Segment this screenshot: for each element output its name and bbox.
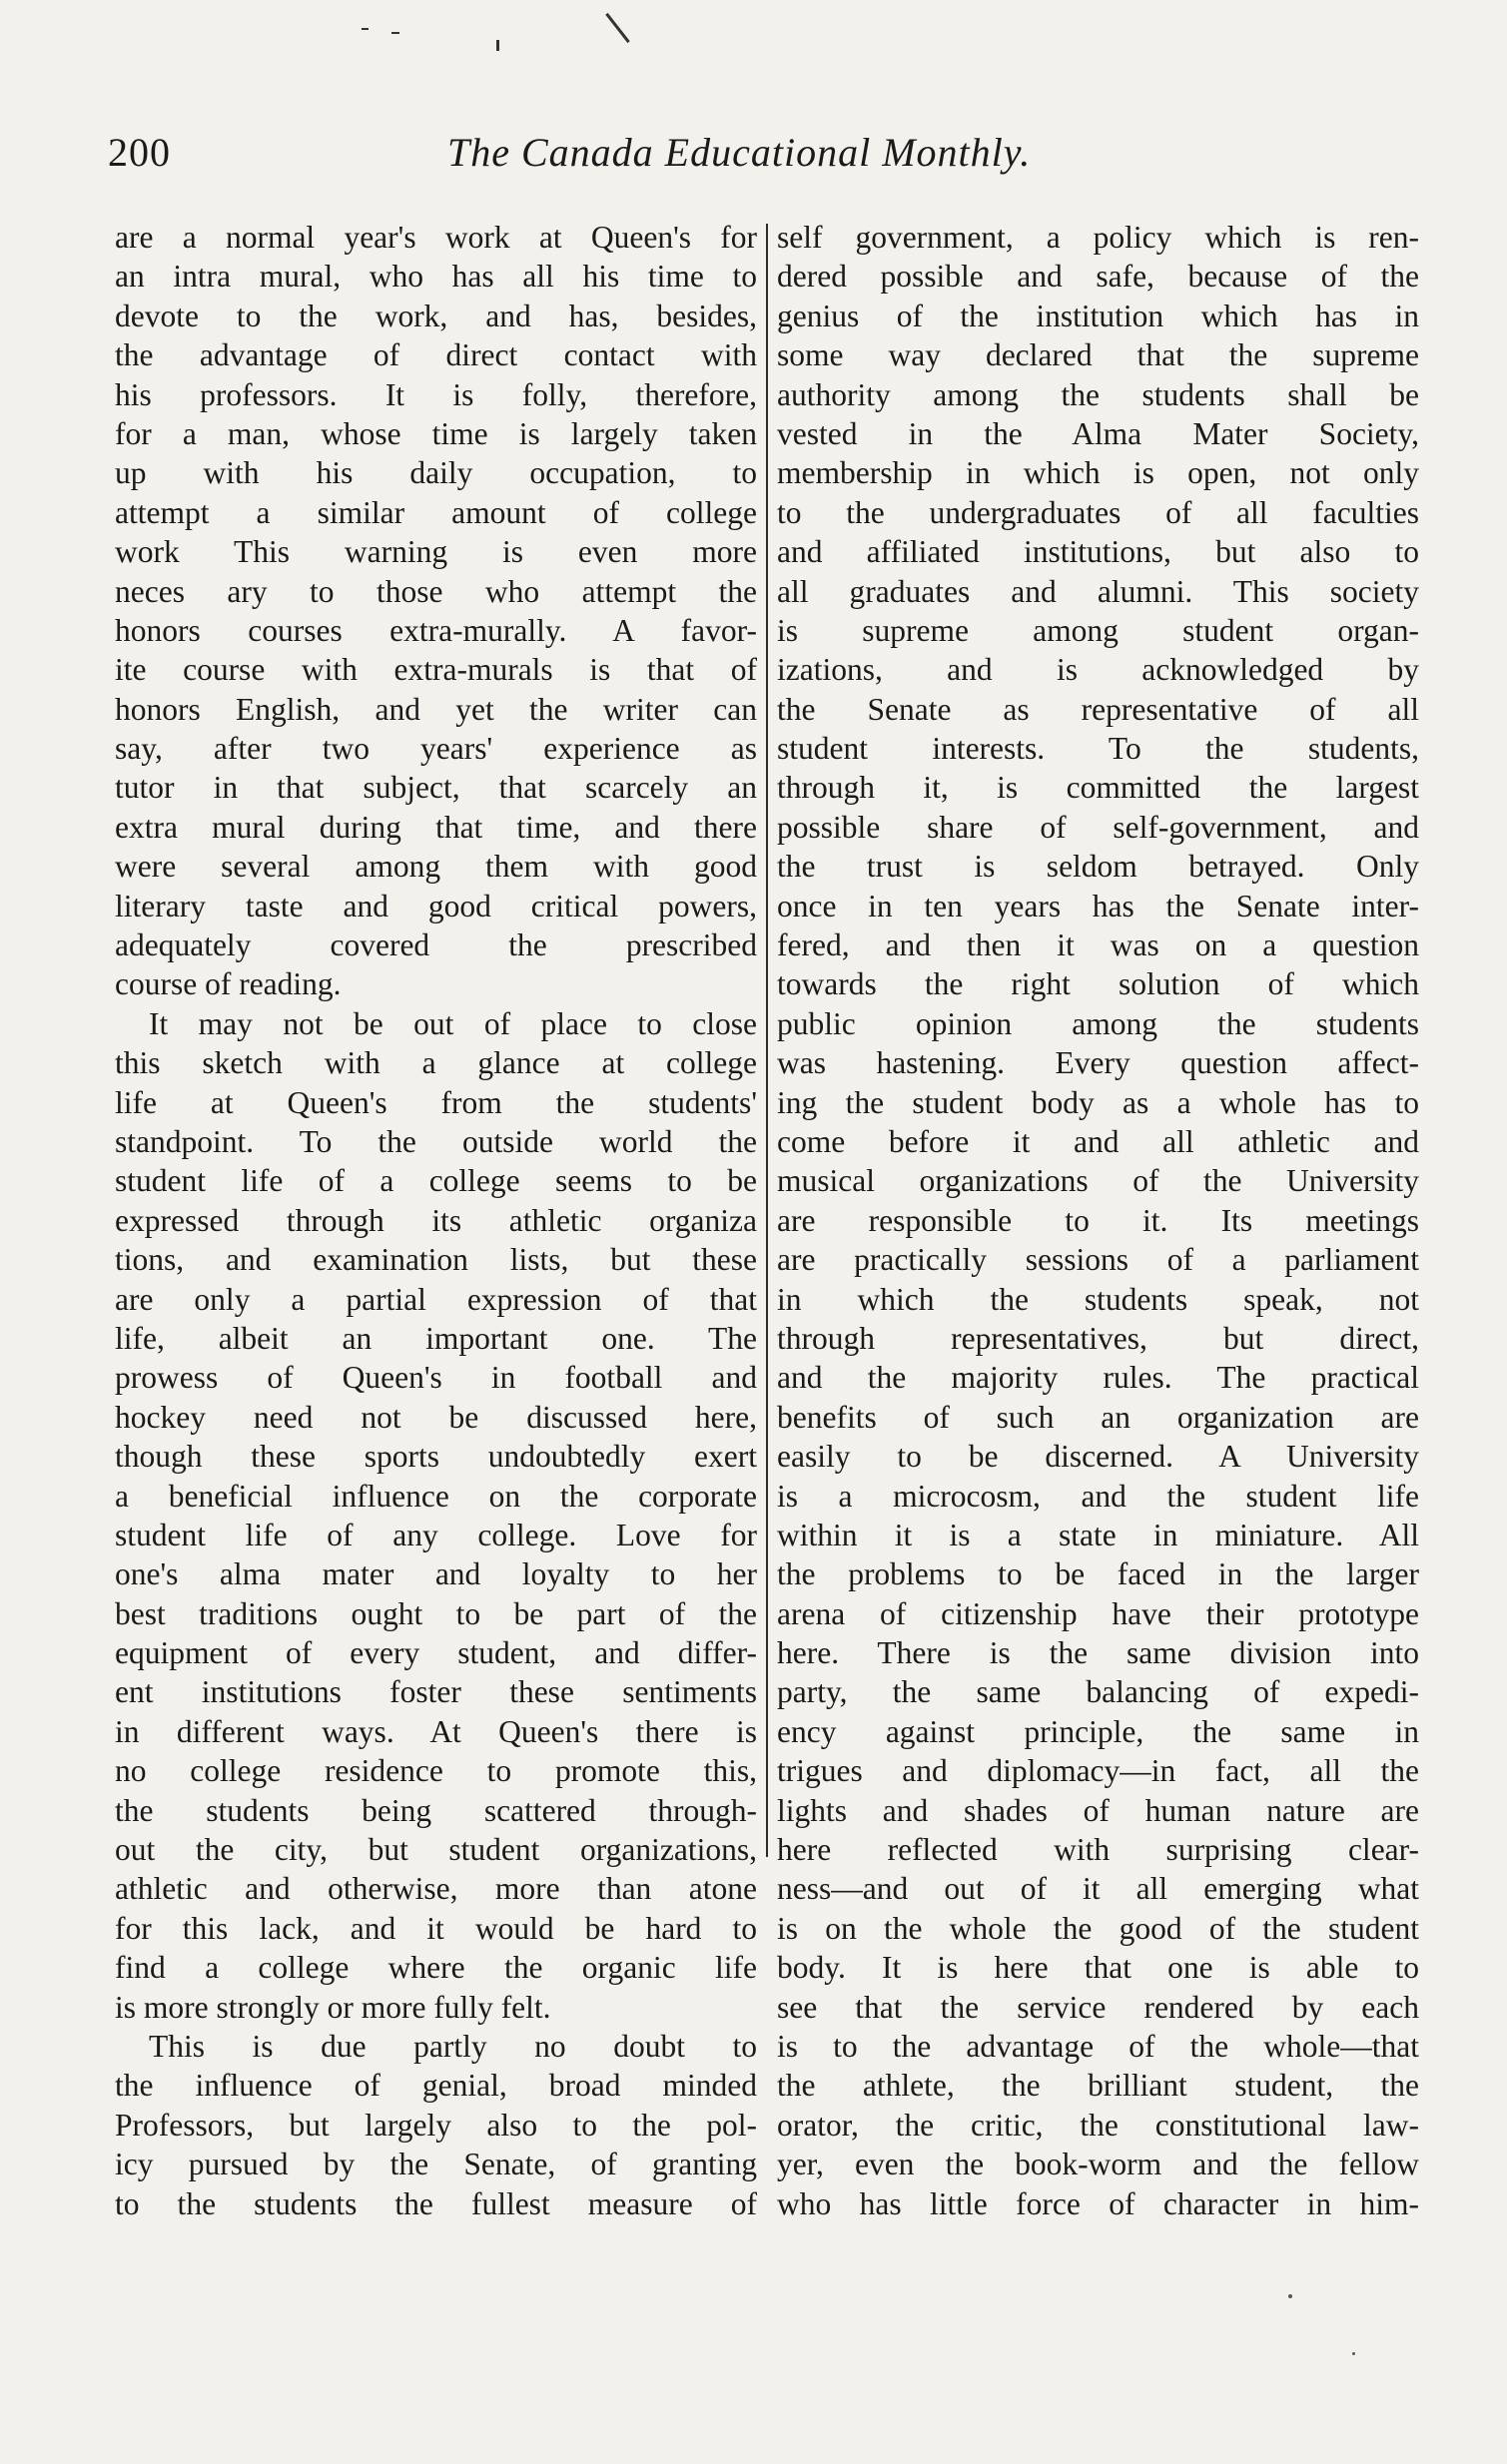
- text-line: This is due partly no doubt to: [149, 2028, 757, 2064]
- text-line: life at Queen's from the students': [115, 1084, 757, 1120]
- text-line: ent institutions foster these sentiments: [115, 1674, 757, 1710]
- text-line: standpoint. To the outside world the: [115, 1123, 757, 1159]
- text-line: see that the service rendered by each: [777, 1989, 1419, 2025]
- scan-speck: [391, 32, 399, 34]
- text-line: his professors. It is folly, therefore,: [115, 376, 757, 412]
- text-line: best traditions ought to be part of the: [115, 1595, 757, 1631]
- text-line: for this lack, and it would be hard to: [115, 1910, 757, 1946]
- text-line: yer, even the book-worm and the fellow: [777, 2147, 1419, 2182]
- scan-marks: [0, 0, 1507, 90]
- text-line: are only a partial expression of that: [115, 1281, 757, 1317]
- text-line: prowess of Queen's in football and: [115, 1360, 757, 1396]
- text-line: this sketch with a glance at college: [115, 1045, 757, 1081]
- text-line: genius of the institution which has in: [777, 298, 1419, 333]
- text-line: possible share of self-government, and: [777, 809, 1419, 845]
- text-line: the problems to be faced in the larger: [777, 1556, 1419, 1592]
- text-line: up with his daily occupation, to: [115, 455, 757, 491]
- text-line: find a college where the organic life: [115, 1950, 757, 1986]
- scan-speck: [1352, 2352, 1355, 2355]
- text-line: student life of any college. Love for: [115, 1517, 757, 1552]
- text-line: student interests. To the students,: [777, 731, 1419, 767]
- text-line: through representatives, but direct,: [777, 1320, 1419, 1356]
- text-line: is on the whole the good of the student: [777, 1910, 1419, 1946]
- text-line: literary taste and good critical powers,: [115, 888, 757, 924]
- running-header: [108, 128, 1107, 178]
- text-line: is more strongly or more fully felt.: [115, 1989, 551, 2025]
- text-line: and affiliated institutions, but also to: [777, 534, 1419, 570]
- text-line: once in ten years has the Senate inter-: [777, 888, 1419, 924]
- text-line: the advantage of direct contact with: [115, 337, 757, 373]
- text-line: here reflected with surprising clear-: [777, 1832, 1419, 1868]
- text-line: within it is a state in miniature. All: [777, 1517, 1419, 1552]
- text-line: equipment of every student, and differ-: [115, 1635, 757, 1671]
- text-line: public opinion among the students: [777, 1005, 1419, 1041]
- right-text-column: [777, 218, 1419, 2223]
- text-line: arena of citizenship have their prototype: [777, 1595, 1419, 1631]
- text-line: and the majority rules. The practical: [777, 1360, 1419, 1396]
- text-line: musical organizations of the University: [777, 1163, 1419, 1199]
- text-line: the trust is seldom betrayed. Only: [777, 849, 1419, 885]
- text-line: membership in which is open, not only: [777, 455, 1419, 491]
- text-line: to the undergraduates of all faculties: [777, 494, 1419, 530]
- text-line: adequately covered the prescribed: [115, 927, 757, 963]
- text-line: though these sports undoubtedly exert: [115, 1439, 757, 1475]
- running-title: The Canada Educational Monthly.: [447, 130, 1032, 175]
- text-line: It may not be out of place to close: [149, 1005, 757, 1041]
- text-line: Professors, but largely also to the pol-: [115, 2107, 757, 2143]
- text-line: authority among the students shall be: [777, 376, 1419, 412]
- text-line: through it, is committed the largest: [777, 770, 1419, 806]
- text-line: one's alma mater and loyalty to her: [115, 1556, 757, 1592]
- text-line: attempt a similar amount of college: [115, 494, 757, 530]
- text-line: party, the same balancing of expedi-: [777, 1674, 1419, 1710]
- text-line: no college residence to promote this,: [115, 1753, 757, 1789]
- text-line: a beneficial influence on the corporate: [115, 1478, 757, 1514]
- scan-speck: [1288, 2294, 1292, 2298]
- text-line: dered possible and safe, because of the: [777, 259, 1419, 295]
- text-line: extra mural during that time, and there: [115, 809, 757, 845]
- text-line: the influence of genial, broad minded: [115, 2068, 757, 2104]
- left-text-column: [115, 218, 757, 2223]
- text-line: honors English, and yet the writer can: [115, 691, 757, 727]
- text-line: are practically sessions of a parliament: [777, 1242, 1419, 1278]
- text-line: work This warning is even more: [115, 534, 757, 570]
- text-line: come before it and all athletic and: [777, 1123, 1419, 1159]
- text-line: ency against principle, the same in: [777, 1713, 1419, 1749]
- text-line: ite course with extra-murals is that of: [115, 652, 757, 688]
- text-line: was hastening. Every question affect-: [777, 1045, 1419, 1081]
- text-line: is to the advantage of the whole—that: [777, 2028, 1419, 2064]
- text-line: neces ary to those who attempt the: [115, 573, 757, 609]
- text-line: honors courses extra-murally. A favor-: [115, 612, 757, 648]
- text-line: to the students the fullest measure of: [115, 2185, 757, 2221]
- text-line: self government, a policy which is ren-: [777, 220, 1419, 255]
- text-line: trigues and diplomacy—in fact, all the: [777, 1753, 1419, 1789]
- text-line: who has little force of character in him-: [777, 2185, 1419, 2221]
- text-line: in different ways. At Queen's there is: [115, 1713, 757, 1749]
- text-line: ing the student body as a whole has to: [777, 1084, 1419, 1120]
- column-divider: [766, 224, 768, 1857]
- text-line: were several among them with good: [115, 849, 757, 885]
- text-line: say, after two years' experience as: [115, 731, 757, 767]
- text-line: are responsible to it. Its meetings: [777, 1202, 1419, 1238]
- text-line: is a microcosm, and the student life: [777, 1478, 1419, 1514]
- text-line: the athlete, the brilliant student, the: [777, 2068, 1419, 2104]
- text-line: out the city, but student organizations,: [115, 1832, 757, 1868]
- text-line: the students being scattered through-: [115, 1792, 757, 1828]
- scan-speck: [496, 40, 499, 51]
- text-line: for a man, whose time is largely taken: [115, 415, 757, 451]
- text-line: benefits of such an organization are: [777, 1399, 1419, 1435]
- text-line: expressed through its athletic organiza: [115, 1202, 757, 1238]
- text-line: body. It is here that one is able to: [777, 1950, 1419, 1986]
- text-line: are a normal year's work at Queen's for: [115, 220, 757, 255]
- text-line: orator, the critic, the constitutional law-: [777, 2107, 1419, 2143]
- scan-speck: [605, 13, 630, 43]
- page-number: 200: [108, 130, 171, 175]
- text-line: lights and shades of human nature are: [777, 1792, 1419, 1828]
- text-line: an intra mural, who has all his time to: [115, 259, 757, 295]
- text-line: easily to be discerned. A University: [777, 1439, 1419, 1475]
- text-line: the Senate as representative of all: [777, 691, 1419, 727]
- text-line: all graduates and alumni. This society: [777, 573, 1419, 609]
- text-line: is supreme among student organ-: [777, 612, 1419, 648]
- text-line: life, albeit an important one. The: [115, 1320, 757, 1356]
- text-line: izations, and is acknowledged by: [777, 652, 1419, 688]
- text-line: tutor in that subject, that scarcely an: [115, 770, 757, 806]
- text-line: some way declared that the supreme: [777, 337, 1419, 373]
- text-line: fered, and then it was on a question: [777, 927, 1419, 963]
- text-line: devote to the work, and has, besides,: [115, 298, 757, 333]
- text-line: student life of a college seems to be: [115, 1163, 757, 1199]
- text-line: course of reading.: [115, 966, 342, 1002]
- text-line: hockey need not be discussed here,: [115, 1399, 757, 1435]
- text-line: vested in the Alma Mater Society,: [777, 415, 1419, 451]
- text-line: in which the students speak, not: [777, 1281, 1419, 1317]
- text-line: athletic and otherwise, more than atone: [115, 1871, 757, 1907]
- text-line: towards the right solution of which: [777, 966, 1419, 1002]
- text-line: here. There is the same division into: [777, 1635, 1419, 1671]
- text-line: tions, and examination lists, but these: [115, 1242, 757, 1278]
- text-line: icy pursued by the Senate, of granting: [115, 2147, 757, 2182]
- scan-speck: [362, 28, 369, 30]
- text-line: ness—and out of it all emerging what: [777, 1871, 1419, 1907]
